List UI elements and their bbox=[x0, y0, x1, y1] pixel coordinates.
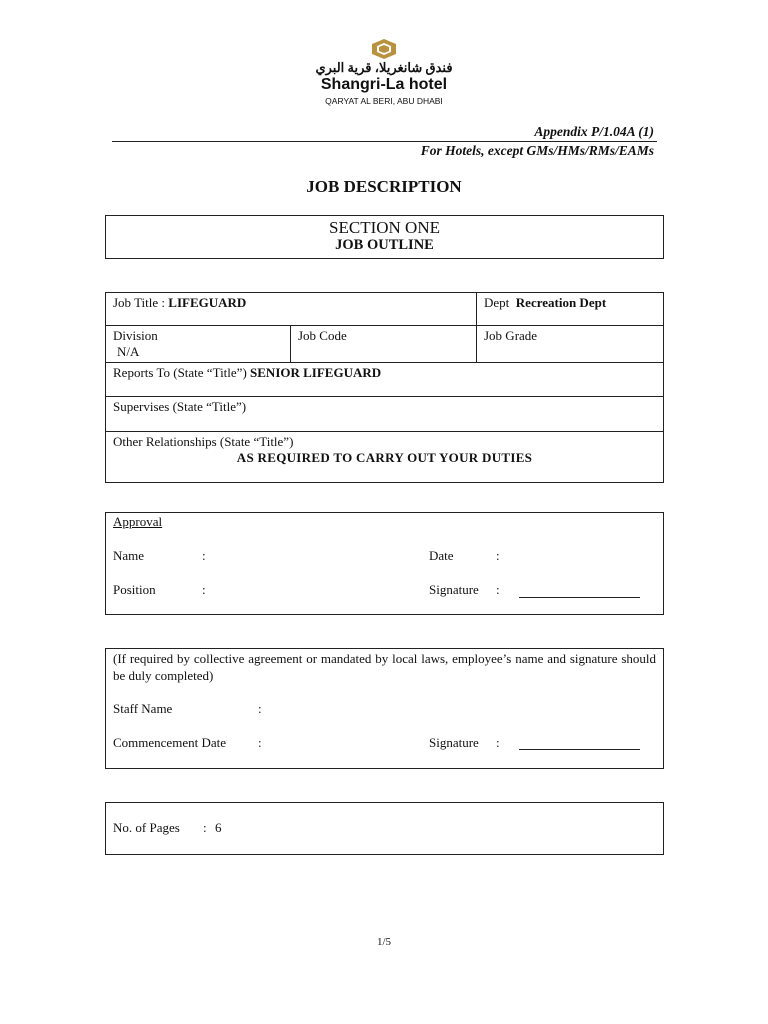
approval-signature-label: Signature bbox=[429, 582, 479, 597]
reports-to-label: Reports To (State “Title”) bbox=[113, 365, 247, 380]
job-outline-table bbox=[105, 292, 664, 483]
logo-emblem-icon bbox=[371, 38, 397, 60]
other-relationships-label: Other Relationships (State “Title”) bbox=[113, 434, 294, 449]
section-heading: SECTION ONE bbox=[329, 218, 440, 237]
approval-box bbox=[105, 512, 664, 615]
supervises-cell bbox=[106, 397, 664, 432]
dept-cell bbox=[477, 293, 664, 326]
section-heading-box bbox=[105, 215, 664, 259]
approval-name-label: Name bbox=[113, 548, 145, 563]
document-title: JOB DESCRIPTION bbox=[306, 177, 462, 196]
pages-label: No. of Pages bbox=[113, 820, 180, 835]
supervises-label: Supervises (State “Title”) bbox=[113, 399, 247, 414]
job-grade-cell bbox=[477, 326, 664, 363]
approval-heading: Approval bbox=[113, 514, 163, 529]
approval-date-colon: : bbox=[496, 548, 500, 563]
approval-name-colon: : bbox=[202, 548, 206, 563]
reports-to-cell bbox=[106, 363, 664, 397]
staff-note: (If required by collective agreement or mandated by local laws, employee’s name and signature should be duly completed) bbox=[113, 651, 656, 683]
approval-position-label: Position bbox=[113, 582, 156, 597]
pages-box bbox=[105, 802, 664, 855]
job-title-label: Job Title : bbox=[113, 295, 166, 310]
commencement-date-label: Commencement Date bbox=[113, 735, 226, 750]
division-value: N/A bbox=[117, 344, 140, 359]
logo-arabic-text: فندق شانغريلا، قرية البري bbox=[315, 60, 453, 75]
job-code-cell bbox=[291, 326, 477, 363]
section-subheading: JOB OUTLINE bbox=[335, 237, 434, 253]
division-cell bbox=[106, 326, 291, 363]
pages-value: 6 bbox=[215, 820, 222, 835]
approval-signature-colon: : bbox=[496, 582, 500, 597]
appendix-reference: Appendix P/1.04A (1) bbox=[534, 124, 654, 139]
staff-signature-line[interactable] bbox=[519, 749, 640, 750]
staff-name-colon: : bbox=[258, 701, 262, 716]
pages-colon: : bbox=[203, 820, 207, 835]
job-title-value: LIFEGUARD bbox=[168, 295, 247, 310]
job-grade-label: Job Grade bbox=[484, 328, 538, 343]
division-label: Division bbox=[113, 328, 158, 343]
staff-name-label: Staff Name bbox=[113, 701, 173, 716]
hotel-logo bbox=[306, 38, 466, 110]
approval-signature-line[interactable] bbox=[519, 597, 640, 598]
approval-position-colon: : bbox=[202, 582, 206, 597]
scope-note: For Hotels, except GMs/HMs/RMs/EAMs bbox=[420, 143, 654, 158]
page-number: 1/5 bbox=[376, 936, 392, 948]
dept-label: Dept bbox=[484, 295, 510, 310]
staff-signature-colon: : bbox=[496, 735, 500, 750]
job-code-label: Job Code bbox=[298, 328, 347, 343]
reports-to-value: SENIOR LIFEGUARD bbox=[250, 365, 382, 380]
other-relationships-value: AS REQUIRED TO CARRY OUT YOUR DUTIES bbox=[236, 450, 533, 465]
commencement-date-colon: : bbox=[258, 735, 262, 750]
logo-location-text: QARYAT AL BERI, ABU DHABI bbox=[325, 96, 443, 106]
logo-brand-text: Shangri-La hotel bbox=[320, 76, 448, 93]
other-relationships-cell bbox=[106, 432, 664, 483]
staff-box bbox=[105, 648, 664, 769]
staff-signature-label: Signature bbox=[429, 735, 479, 750]
approval-date-label: Date bbox=[429, 548, 454, 563]
job-title-cell bbox=[106, 293, 477, 326]
dept-value: Recreation Dept bbox=[515, 295, 607, 310]
header-divider bbox=[112, 141, 657, 142]
